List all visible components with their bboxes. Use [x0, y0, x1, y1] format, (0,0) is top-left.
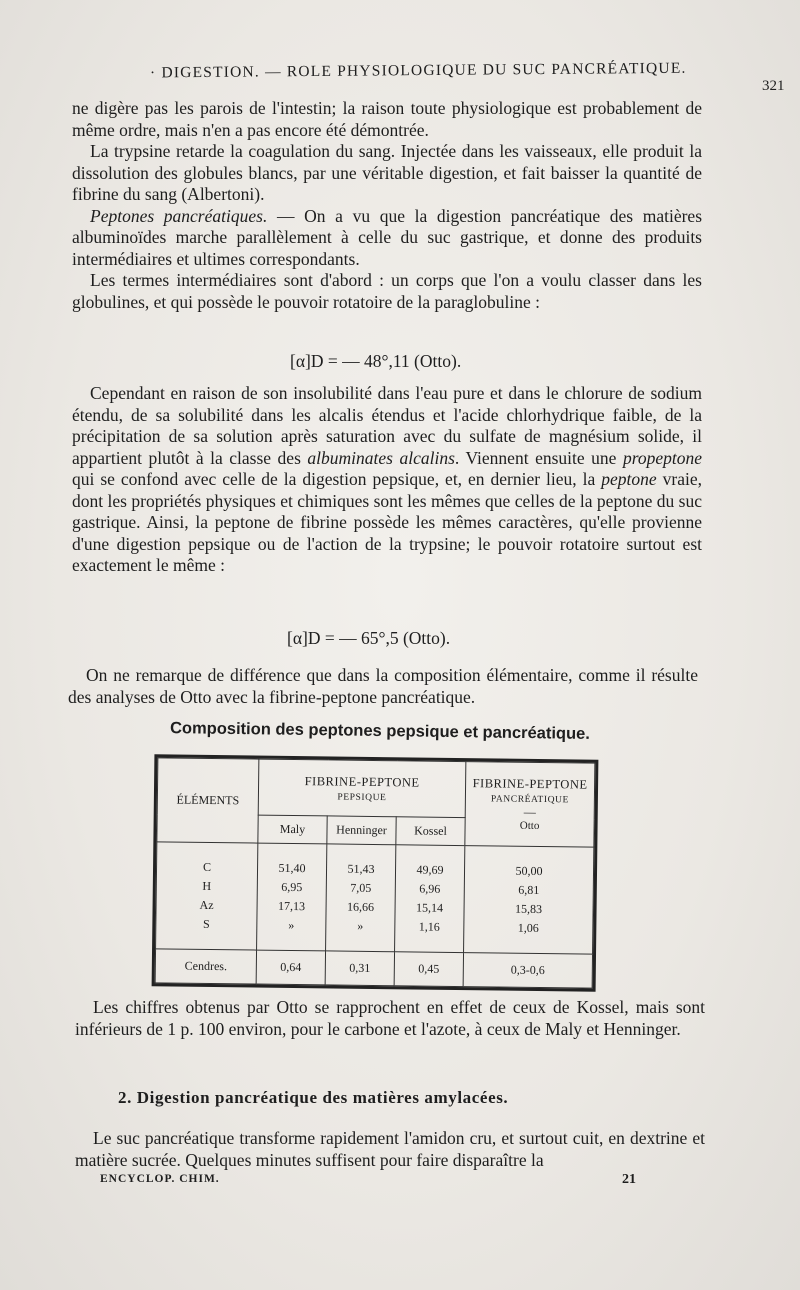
peptones-heading: Peptones pancréatiques. — [90, 205, 268, 226]
term-propeptone: propeptone — [622, 447, 703, 468]
paragraph-4: Les termes intermédiaires sont d'abord : un corps que l'on a voulu classer dans les globulines, et qui possède le pouvoir rotatoire de la paraglobuline : — [72, 270, 702, 312]
term-peptone: peptone — [601, 469, 657, 489]
cell-henninger-values: 51,43 7,05 16,66 » — [326, 844, 396, 952]
term-albuminates: albuminates alcalins — [307, 447, 455, 468]
header-pancreatique-sub: PANCRÉATIQUE — [490, 794, 570, 806]
paragraph-8: Le suc pancréatique transforme rapidement l'amidon cru, et surtout cuit, en dextrine et matière sucrée. Quelques minutes suffisent pour faire disparaître la — [75, 1128, 705, 1170]
composition-table — [155, 757, 596, 988]
cell-cendres-maly: 0,64 — [256, 950, 325, 985]
paragraph-6: On ne remarque de différence que dans la composition élémentaire, comme il résulte des analyses de Otto avec la fibrine-peptone pancréatique. — [68, 665, 698, 707]
cell-cendres-label: Cendres. — [155, 949, 256, 984]
paragraph-2: La trypsine retarde la coagulation du sang. Injectée dans les vaisseaux, elle produit la dissolution des globules blancs, par une véritable digestion, et fait baisser la quantité de fibrine du sang (Albertoni). — [72, 141, 702, 204]
text-block-after-table — [75, 997, 705, 1040]
paragraph-5-part-d: vraie, dont les propriétés physiques et chimiques sont les mêmes que celles de la peptone du suc gastrique. Ainsi, la peptone de fibrine possède les mêmes caractères, qu'elle provienne d'une digestion pepsique ou de l'action de la trypsine; le pouvoir rotatoire surtout est exactement le même : — [72, 469, 702, 575]
text-block-bottom — [75, 1128, 705, 1171]
header-elements: ÉLÉMENTS — [157, 758, 259, 843]
page-number: 321 — [762, 78, 785, 94]
text-block-lower — [68, 665, 698, 708]
cell-maly-values: 51,40 6,95 17,13 » — [257, 843, 327, 951]
footer-signature: ENCYCLOP. CHIM. — [100, 1173, 220, 1185]
paragraph-5-part-c: qui se confond avec celle de la digestion pepsique, et, en dernier lieu, la — [72, 469, 602, 489]
header-henninger: Henninger — [327, 816, 396, 845]
cell-cendres-kossel: 0,45 — [394, 952, 463, 987]
header-dash: — — [523, 804, 536, 819]
section-title: 2. Digestion pancréatique des matières amylacées. — [118, 1088, 509, 1107]
table-title: Composition des peptones pepsique et pancréatique. — [169, 719, 591, 743]
text-block-middle — [72, 383, 702, 577]
running-head: · DIGESTION. — ROLE PHYSIOLOGIQUE DU SUC PANCRÉATIQUE. — [149, 59, 687, 82]
header-pepsique-sub: PEPSIQUE — [337, 792, 387, 803]
footer-sheet-number: 21 — [622, 1172, 636, 1187]
composition-table-frame — [152, 754, 599, 991]
paragraph-5-part-b: . Viennent ensuite une — [454, 447, 623, 468]
paragraph-7: Les chiffres obtenus par Otto se rapprochent en effet de ceux de Kossel, mais sont inférieurs de 1 p. 100 environ, pour le carbone et l'azote, à ceux de Maly et Henninger. — [75, 997, 705, 1039]
header-kossel: Kossel — [396, 817, 465, 846]
formula-rotatory-power-2: [α]D = — 65°,5 (Otto). — [287, 628, 451, 648]
header-otto: Otto — [519, 819, 540, 833]
paragraph-1: ne digère pas les parois de l'intestin; la raison toute physiologique est probablement de même ordre, mais n'en a pas encore été démontrée. — [72, 98, 702, 140]
cell-cendres-otto: 0,3-0,6 — [463, 953, 592, 989]
formula-rotatory-power-1: [α]D = — 48°,11 (Otto). — [290, 351, 462, 371]
cell-kossel-values: 49,69 6,96 15,14 1,16 — [395, 845, 465, 953]
cell-cendres-henninger: 0,31 — [325, 951, 394, 986]
cell-otto-values: 50,00 6,81 15,83 1,06 — [464, 846, 594, 955]
header-maly: Maly — [258, 815, 327, 844]
paragraph-5-part-a: Cependant en raison de son insolubilité dans l'eau pure et dans le chlorure de sodium étendu, de sa solubilité dans les alcalis étendus et l'acide chlorhydrique faible, de la précipitation de sa solution après saturation avec du sulfate de magnésium solide, il appartient plutôt à la classe des — [72, 383, 702, 468]
header-pepsique-title: FIBRINE-PEPTONE — [304, 773, 420, 790]
text-block-upper — [72, 98, 702, 313]
header-pepsique — [258, 759, 466, 818]
header-pancreatique — [465, 762, 595, 848]
paragraph-5 — [72, 383, 702, 577]
paragraph-3 — [72, 206, 702, 271]
header-pancreatique-title: FIBRINE-PEPTONE — [472, 776, 588, 792]
cell-element-list: C H Az S — [156, 842, 258, 950]
paragraph-3-text: — On a vu que la digestion pancréatique des matières albuminoïdes marche parallèlement à celle du suc gastrique, et donne des produits intermédiaires et ultimes correspondants. — [72, 205, 702, 269]
